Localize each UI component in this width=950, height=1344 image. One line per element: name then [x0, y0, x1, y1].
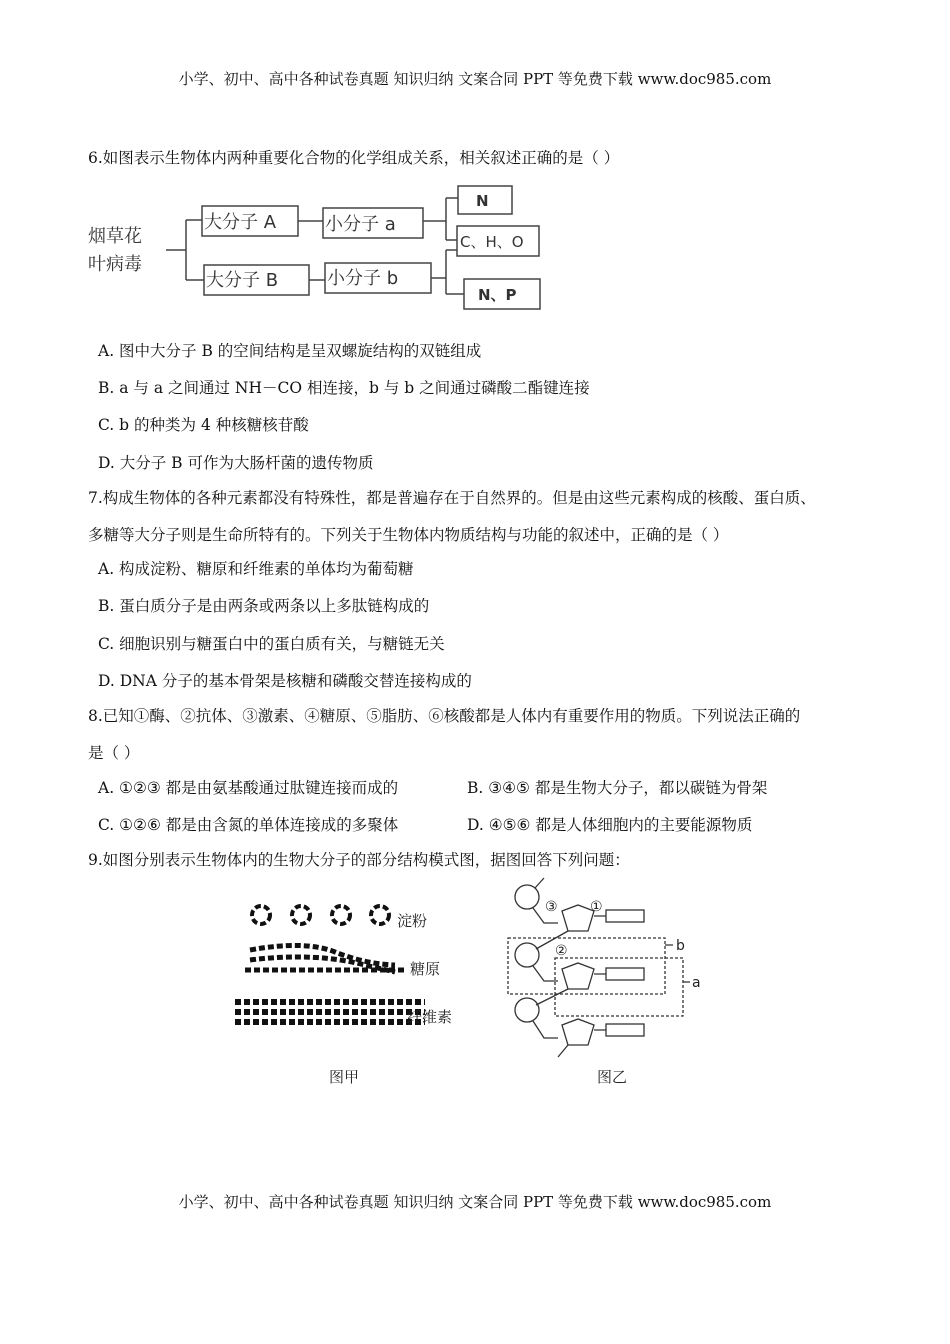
- q7-option-c: C. 细胞识别与糖蛋白中的蛋白质有关，与糖链无关: [98, 635, 445, 653]
- diagram-element-np: N、P: [478, 286, 517, 304]
- diagram-element-n: N: [476, 192, 489, 210]
- q6-option-a: A. 图中大分子 B 的空间结构是呈双螺旋结构的双链组成: [98, 342, 482, 360]
- q9-figure-nucleotide-chain: [500, 875, 730, 1090]
- label-b: b: [676, 938, 685, 954]
- question-8-stem-line1: 8.已知①酶、②抗体、③激素、④糖原、⑤脂肪、⑥核酸都是人体内有重要作用的物质。下列说法正确的: [88, 707, 801, 725]
- label-3: ③: [545, 899, 558, 915]
- diagram-root-line1: 烟草花: [88, 226, 142, 247]
- question-7-stem-line2: 多糖等大分子则是生命所特有的。下列关于生物体内物质结构与功能的叙述中，正确的是（ ）: [88, 526, 729, 544]
- label-cellulose: 纤维素: [407, 1008, 453, 1026]
- label-1: ①: [590, 899, 603, 915]
- q7-option-b: B. 蛋白质分子是由两条或两条以上多肽链构成的: [98, 597, 430, 615]
- diagram-root-line2: 叶病毒: [88, 254, 142, 275]
- question-9-stem: 9.如图分别表示生物体内的生物大分子的部分结构模式图，据图回答下列问题：: [88, 851, 630, 869]
- label-2: ②: [555, 943, 568, 959]
- page-header: 小学、初中、高中各种试卷真题 知识归纳 文案合同 PPT 等免费下载 www.doc985.com: [178, 70, 772, 88]
- label-a: a: [692, 975, 701, 991]
- q8-option-d: D. ④⑤⑥ 都是人体细胞内的主要能源物质: [467, 816, 753, 834]
- q7-option-a: A. 构成淀粉、糖原和纤维素的单体均为葡萄糖: [98, 560, 414, 578]
- q6-option-d: D. 大分子 B 可作为大肠杆菌的遗传物质: [98, 454, 374, 472]
- question-6-stem: 6.如图表示生物体内两种重要化合物的化学组成关系，相关叙述正确的是（ ）: [88, 149, 620, 167]
- question-8-stem-line2: 是（ ）: [88, 744, 140, 762]
- label-glycogen: 糖原: [410, 960, 441, 978]
- q8-option-b: B. ③④⑤ 都是生物大分子，都以碳链为骨架: [467, 779, 768, 797]
- q9-figure-polysaccharides: [225, 890, 475, 1090]
- fig2-caption: 图乙: [597, 1068, 628, 1086]
- diagram-small-molecule-b: 小分子 b: [327, 268, 399, 289]
- question-7-stem-line1: 7.构成生物体的各种元素都没有特殊性，都是普遍存在于自然界的。但是由这些元素构成的核酸、蛋白质、: [88, 489, 816, 507]
- q8-option-a: A. ①②③ 都是由氨基酸通过肽键连接而成的: [98, 779, 399, 797]
- label-starch: 淀粉: [397, 912, 428, 930]
- q6-option-b: B. a 与 a 之间通过 NH－CO 相连接，b 与 b 之间通过磷酸二酯键连接: [98, 379, 590, 397]
- diagram-small-molecule-a: 小分子 a: [325, 214, 396, 235]
- diagram-macromolecule-b: 大分子 B: [206, 270, 279, 291]
- fig1-caption: 图甲: [329, 1068, 360, 1086]
- diagram-macromolecule-a: 大分子 A: [204, 212, 277, 233]
- page-footer: 小学、初中、高中各种试卷真题 知识归纳 文案合同 PPT 等免费下载 www.doc985.com: [178, 1193, 772, 1211]
- q8-option-c: C. ①②⑥ 都是由含氮的单体连接成的多聚体: [98, 816, 399, 834]
- q6-composition-diagram: [80, 180, 560, 310]
- diagram-element-cho: C、H、O: [460, 233, 524, 251]
- q6-option-c: C. b 的种类为 4 种核糖核苷酸: [98, 416, 309, 434]
- q7-option-d: D. DNA 分子的基本骨架是核糖和磷酸交替连接构成的: [98, 672, 472, 690]
